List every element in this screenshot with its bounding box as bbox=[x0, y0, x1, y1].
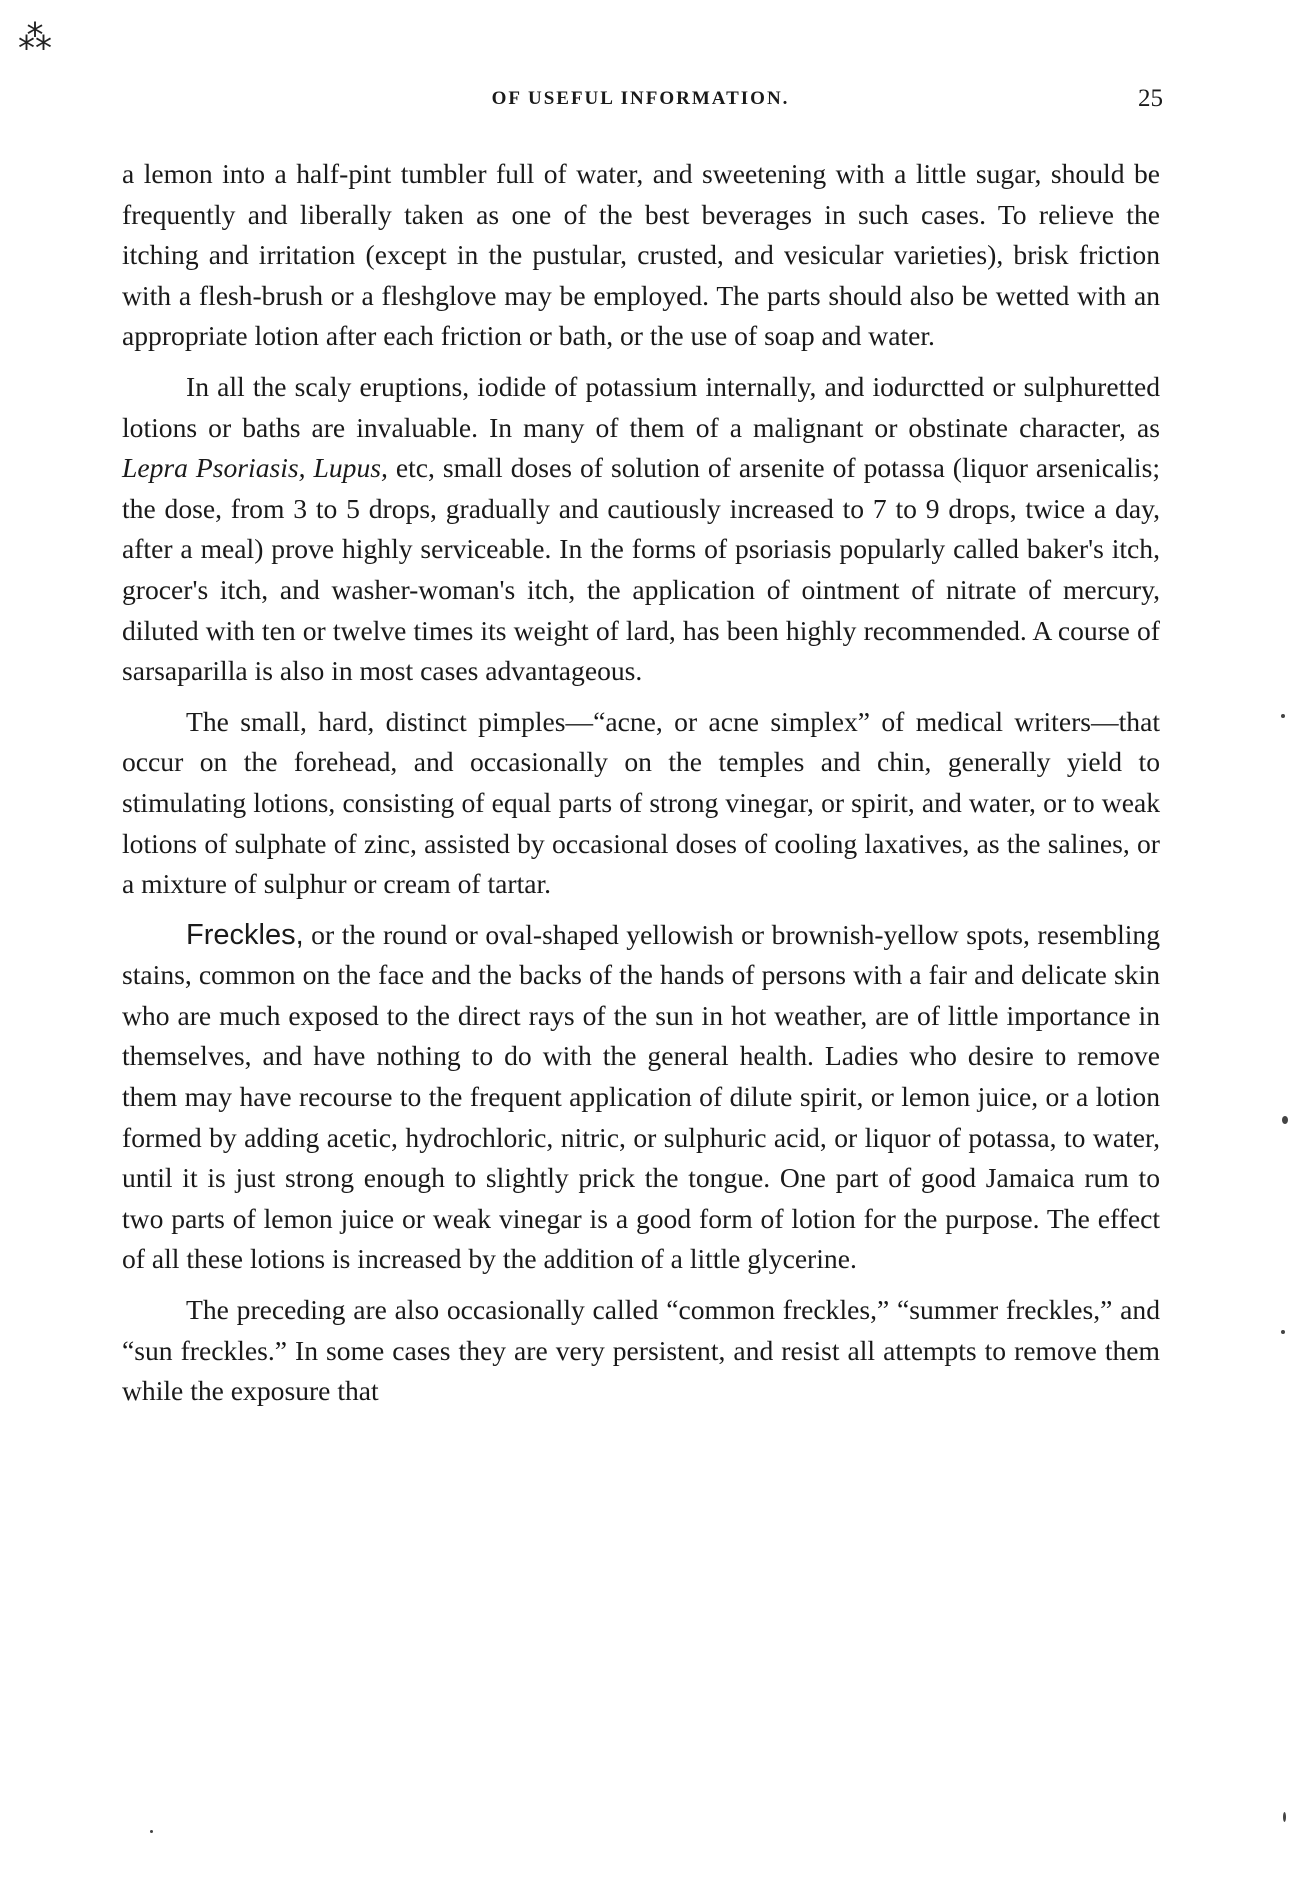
paragraph-acne bbox=[122, 702, 1160, 905]
paragraph-text: or the round or oval-shaped yellowish or brownish-yellow spots, resembling stains, common on the face and the backs of the hands of persons with a fair and delicate skin who are much exposed to the direct rays of the sun in hot weather, are of little importance in themselves, and have nothing to do with the general health. Ladies who desire to remove them may have recourse to the frequent application of dilute spirit, or lemon juice, or a lotion formed by adding acetic, hydrochloric, nitric, or sulphuric acid, or liquor of potassa, to water, until it is just strong enough to slightly prick the tongue. One part of good Jamaica rum to two parts of lemon juice or weak vinegar is a good form of lotion for the purpose. The effect of all these lotions is increased by the addition of a little glycerine. bbox=[122, 918, 1160, 1275]
paragraph-text: In all the scaly eruptions, iodide of potassium internally, and iodurctted or sulphuretted lotions or baths are invaluable. In many of them of a malignant or obstinate character, as bbox=[122, 370, 1160, 443]
scan-speck bbox=[1281, 714, 1285, 718]
ink-blot-mark: ⁂ bbox=[18, 18, 52, 58]
page-body bbox=[122, 154, 1160, 1422]
section-lead-freckles: Freckles, bbox=[186, 918, 304, 951]
scan-speck bbox=[150, 1830, 153, 1833]
scan-speck bbox=[1281, 1330, 1285, 1334]
paragraph-text: The preceding are also occasionally called “common freckles,” “summer freckles,” and “sun freckles.” In some cases they are very persistent, and resist all attempts to remove them while the exposure that bbox=[122, 1294, 1160, 1407]
italic-disease-names: Lepra Psoriasis, Lupus, bbox=[122, 452, 388, 484]
page-number: 25 bbox=[1138, 85, 1163, 112]
paragraph-scaly-eruptions bbox=[122, 367, 1160, 692]
page-header bbox=[118, 85, 1163, 128]
running-head: OF USEFUL INFORMATION. bbox=[491, 88, 790, 109]
paragraph-common-freckles bbox=[122, 1290, 1160, 1412]
paragraph-freckles bbox=[122, 915, 1160, 1280]
scan-speck bbox=[1283, 1812, 1286, 1822]
paragraph-text: The small, hard, distinct pimples—“acne, or acne simplex” of medical writers—that occur on the forehead, and occasionally on the temples and chin, generally yield to stimulating lotions, consisting of equal parts of strong vinegar, or spirit, and water, or to weak lotions of sulphate of zinc, assisted by occasional doses of cooling laxatives, as the salines, or a mixture of sulphur or cream of tartar. bbox=[122, 705, 1160, 900]
scan-speck bbox=[1282, 1116, 1288, 1124]
paragraph-text: a lemon into a half-pint tumbler full of water, and sweetening with a little sugar, should be frequently and liberally taken as one of the best beverages in such cases. To relieve the itching and irritation (except in the pustular, crusted, and vesicular varieties), brisk friction with a flesh-brush or a fleshglove may be employed. The parts should also be wetted with an appropriate lotion after each friction or bath, or the use of soap and water. bbox=[122, 158, 1160, 352]
paragraph-text: etc, small doses of solution of arsenite of potassa (liquor arsenicalis; the dose, from 3 to 5 drops, gradually and cautiously increased to 7 to 9 drops, twice a day, after a meal) prove highly serviceable. In the forms of psoriasis popularly called baker's itch, grocer's itch, and washer-woman's itch, the application of ointment of nitrate of mercury, diluted with ten or twelve times its weight of lard, has been highly recommended. A course of sarsaparilla is also in most cases advantageous. bbox=[122, 452, 1160, 687]
paragraph-lemon-beverage bbox=[122, 154, 1160, 357]
